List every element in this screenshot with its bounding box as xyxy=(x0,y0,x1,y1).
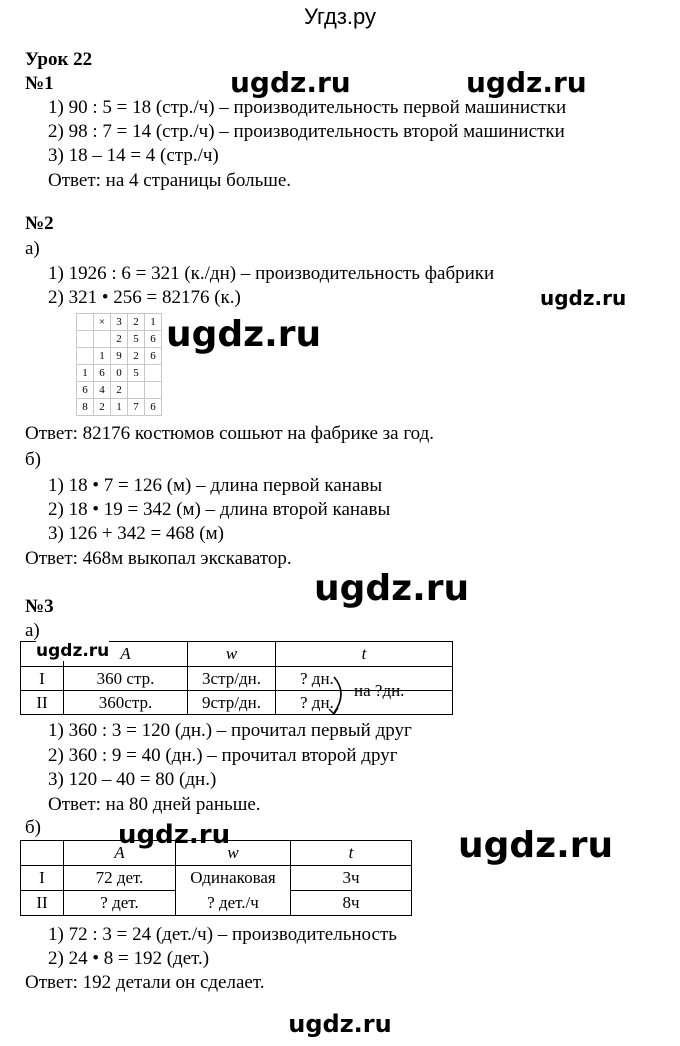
table-cell: 72 дет. xyxy=(64,866,176,891)
multiplication-grid xyxy=(76,313,162,416)
watermark: ugdz.ru xyxy=(118,820,231,850)
table-cell: I xyxy=(21,866,64,891)
grid-cell: 6 xyxy=(145,399,162,416)
task-2a-answer: Ответ: 82176 костюмов сошьют на фабрике за год. xyxy=(25,423,435,444)
grid-cell: 3 xyxy=(111,314,128,331)
grid-cell: 6 xyxy=(94,365,111,382)
table-header: A xyxy=(64,841,176,866)
watermark: ugdz.ru xyxy=(36,641,110,661)
grid-cell: 0 xyxy=(111,365,128,382)
task-2b-answer: Ответ: 468м выкопал экскаватор. xyxy=(25,548,292,569)
grid-cell: 2 xyxy=(111,382,128,399)
task-1-line: 2) 98 : 7 = 14 (стр./ч) – производительность второй машинистки xyxy=(48,121,565,142)
grid-cell: 9 xyxy=(111,348,128,365)
grid-cell: 6 xyxy=(77,382,94,399)
grid-cell xyxy=(128,382,145,399)
task-2b-line: 1) 18 • 7 = 126 (м) – длина первой канавы xyxy=(48,475,383,496)
task-3a-line: 1) 360 : 3 = 120 (дн.) – прочитал первый друг xyxy=(48,720,412,741)
table-cell: 360стр. xyxy=(64,691,188,715)
task-1-answer: Ответ: на 4 страницы больше. xyxy=(48,170,292,191)
grid-cell xyxy=(77,314,94,331)
table-cell: 3стр/дн. xyxy=(188,667,276,691)
task-3a-line: 2) 360 : 9 = 40 (дн.) – прочитал второй друг xyxy=(48,745,398,766)
grid-cell xyxy=(145,365,162,382)
task-2-label: №2 xyxy=(25,213,54,234)
table-cell: ? дн. xyxy=(276,667,453,691)
task-1-label: №1 xyxy=(25,73,54,94)
table-header: t xyxy=(276,642,453,667)
task-3-part-a: а) xyxy=(25,620,40,641)
watermark: ugdz.ru xyxy=(166,314,322,355)
bracket-arrow-icon xyxy=(328,673,352,717)
task-3-part-b: б) xyxy=(25,817,41,838)
grid-cell: 2 xyxy=(111,331,128,348)
grid-cell: 1 xyxy=(111,399,128,416)
grid-cell: 2 xyxy=(128,314,145,331)
grid-cell: 5 xyxy=(128,365,145,382)
table-cell: 8ч xyxy=(291,891,412,916)
task-3a-line: 3) 120 – 40 = 80 (дн.) xyxy=(48,769,217,790)
table-header: A xyxy=(64,642,188,667)
lesson-title: Урок 22 xyxy=(25,49,93,70)
grid-cell: 6 xyxy=(145,348,162,365)
table-cell: II xyxy=(21,691,64,715)
table-header: w xyxy=(188,642,276,667)
table-cell: 360 стр. xyxy=(64,667,188,691)
table-header: w xyxy=(176,841,291,866)
task-2-part-a: а) xyxy=(25,238,40,259)
grid-cell: 2 xyxy=(128,348,145,365)
table-cell: ? дет./ч xyxy=(176,891,291,916)
grid-cell xyxy=(145,382,162,399)
task-2a-line: 1) 1926 : 6 = 321 (к./дн) – производительность фабрики xyxy=(48,263,495,284)
grid-cell: 2 xyxy=(94,399,111,416)
watermark: ugdz.ru xyxy=(288,1010,392,1038)
table-cell: ? дн. xyxy=(276,691,453,715)
grid-cell: 4 xyxy=(94,382,111,399)
grid-cell xyxy=(94,331,111,348)
grid-cell: 1 xyxy=(145,314,162,331)
task-3b-line: 1) 72 : 3 = 24 (дет./ч) – производительность xyxy=(48,924,397,945)
task-3a-answer: Ответ: на 80 дней раньше. xyxy=(48,794,261,815)
site-title: Угдз.ру xyxy=(303,4,377,29)
task-3b-answer: Ответ: 192 детали он сделает. xyxy=(25,972,265,993)
grid-cell: 7 xyxy=(128,399,145,416)
watermark: ugdz.ru xyxy=(458,825,614,866)
grid-cell: 1 xyxy=(94,348,111,365)
task-3b-line: 2) 24 • 8 = 192 (дет.) xyxy=(48,948,210,969)
table-cell: II xyxy=(21,891,64,916)
watermark: ugdz.ru xyxy=(314,568,470,609)
task-2b-line: 3) 126 + 342 = 468 (м) xyxy=(48,523,224,544)
task-1-line: 3) 18 – 14 = 4 (стр./ч) xyxy=(48,145,219,166)
bracket-note: на ?дн. xyxy=(354,681,405,700)
table-cell: ? дет. xyxy=(64,891,176,916)
table-cell: I xyxy=(21,667,64,691)
task-2a-line: 2) 321 • 256 = 82176 (к.) xyxy=(48,287,241,308)
grid-cell: 5 xyxy=(128,331,145,348)
watermark: ugdz.ru xyxy=(230,66,351,99)
task-2b-line: 2) 18 • 19 = 342 (м) – длина второй канавы xyxy=(48,499,391,520)
task-3-label: №3 xyxy=(25,596,54,617)
table-header xyxy=(21,841,64,866)
table-cell: 3ч xyxy=(291,866,412,891)
grid-cell xyxy=(77,331,94,348)
watermark: ugdz.ru xyxy=(540,286,627,310)
grid-cell xyxy=(77,348,94,365)
grid-cell: 8 xyxy=(77,399,94,416)
grid-cell: 6 xyxy=(145,331,162,348)
task-2-part-b: б) xyxy=(25,449,41,470)
grid-cell: 1 xyxy=(77,365,94,382)
table-cell: Одинаковая xyxy=(176,866,291,891)
grid-cell: × xyxy=(94,314,111,331)
task-1-line: 1) 90 : 5 = 18 (стр./ч) – производительность первой машинистки xyxy=(48,97,567,118)
table-header: t xyxy=(291,841,412,866)
table-cell: 9стр/дн. xyxy=(188,691,276,715)
table-b xyxy=(20,840,412,916)
watermark: ugdz.ru xyxy=(466,66,587,99)
